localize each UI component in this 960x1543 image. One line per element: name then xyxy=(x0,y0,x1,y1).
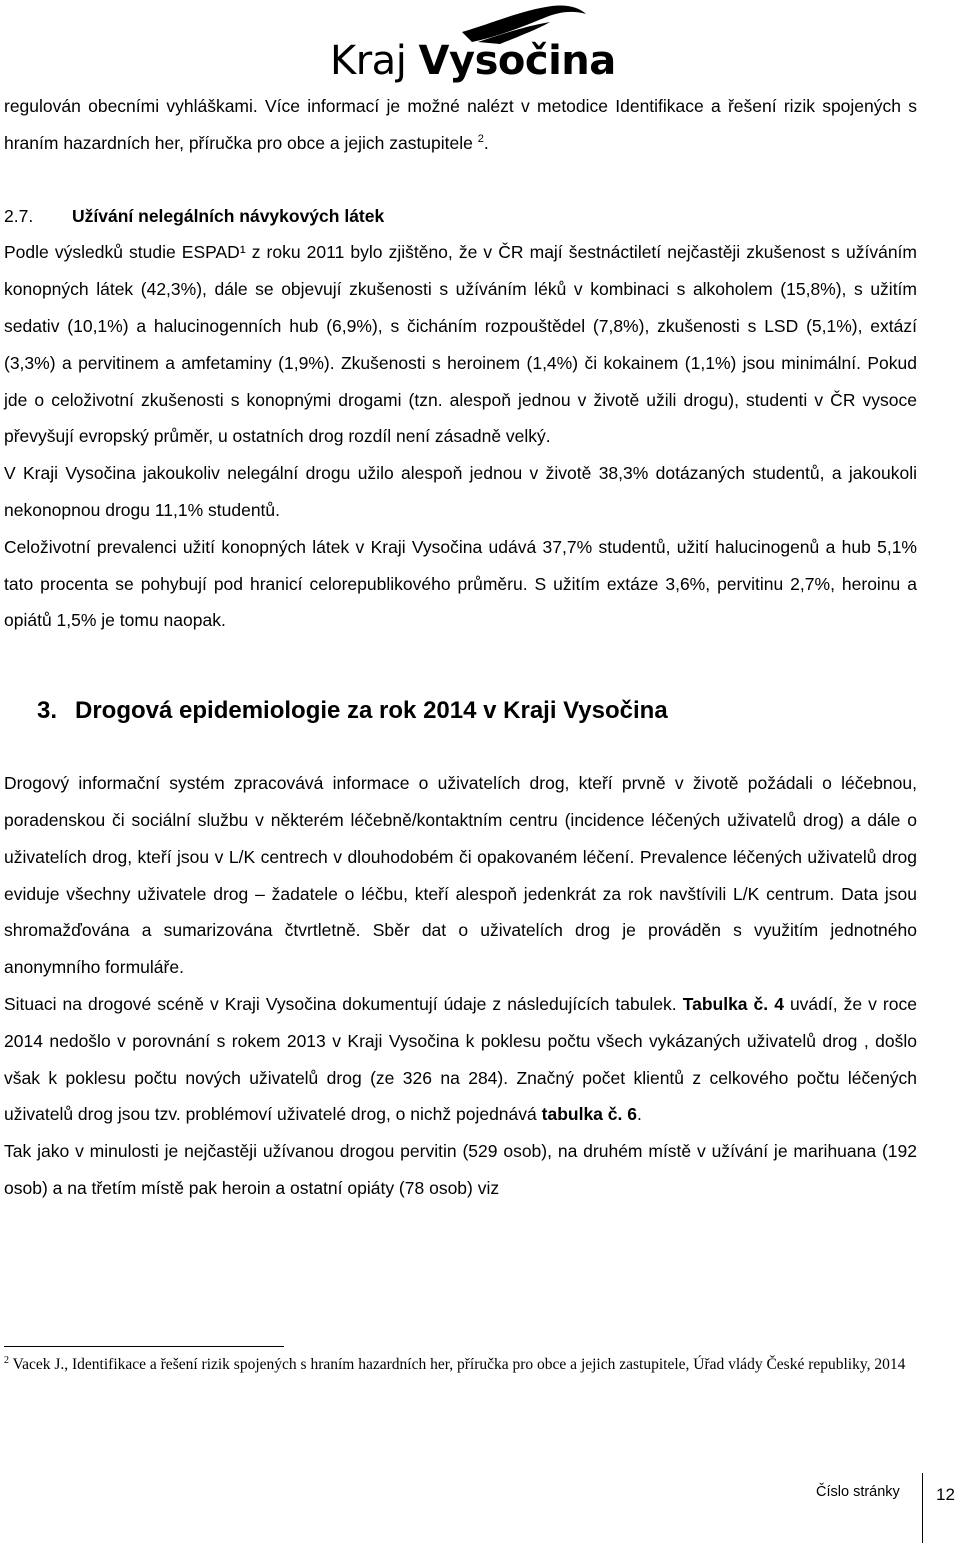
paragraph-tables-body: uvádí, že v roce 2014 nedošlo v porovnání s rokem 2013 v Kraji Vysočina k poklesu počtu všech vykázaných uživatelů drog , došlo však k poklesu počtu nových uživatelů drog (ze 326 na 284). Značný počet klientů z celkového počtu léčených uživatelů drog jsou tzv. problémoví uživatelé drog, o nichž pojednává xyxy=(4,993,917,1125)
paragraph-intro xyxy=(4,88,917,162)
paragraph-vysocina-any-drug: V Kraji Vysočina jakoukoliv nelegální drogu užilo alespoň jednou v životě 38,3% dotázaných studentů, a jakoukoli nekonopnou drogu 11,1% studentů. xyxy=(4,463,917,520)
chapter-number: 3. xyxy=(37,697,58,725)
logo-text xyxy=(330,38,616,84)
section-title: Užívání nelegálních návykových látek xyxy=(72,205,385,226)
page-number-label: Číslo stránky xyxy=(816,1484,900,1500)
logo-kraj: Kraj xyxy=(330,38,407,84)
paragraph-espad: Podle výsledků studie ESPAD¹ z roku 2011 bylo zjištěno, že v ČR mají šestnáctiletí nejčastěji zkušenost s užíváním konopných látek (42,3%), dále se objevují zkušenosti s užíváním léků v kombinaci s alkoholem (15,8%), s užitím sedativ (10,1%) a halucinogenních hub (6,9%), s čicháním rozpouštědel (7,8%), zkušenosti s LSD (5,1%), extází (3,3%) a pervitinem a amfetaminy (1,9%). Zkušenosti s heroinem (1,4%) či kokainem (1,1%) jsou minimální. Pokud jde o celoživotní zkušenosti s konopnými drogami (tzn. alespoň jednou v životě užili drogu), studenti v ČR vysoce převyšují evropský průměr, u ostatních drog rozdíl není zásadně velký. xyxy=(4,242,917,447)
footnote xyxy=(4,1353,914,1377)
document-body xyxy=(4,88,917,1207)
section-number: 2.7. xyxy=(4,205,34,226)
footnote-mark: 2 xyxy=(4,1354,9,1366)
chapter-heading-3 xyxy=(4,691,917,731)
chapter-title: Drogová epidemiologie za rok 2014 v Kraji Vysočina xyxy=(75,697,668,725)
footnote-text: Vacek J., Identifikace a řešení rizik spojených s hraním hazardních her, příručka pro obce a jejich zastupitele, Úřad vlády České republiky, 2014 xyxy=(12,1356,906,1373)
paragraph-tables xyxy=(4,986,917,1133)
paragraph-intro-text: regulován obecními vyhláškami. Více informací je možné nalézt v metodice Identifikace a řešení rizik spojených s hraním hazardních her, příručka pro obce a jejich zastupitele xyxy=(4,96,917,153)
paragraph-information-system: Drogový informační systém zpracovává informace o uživatelích drog, kteří prvně v životě požádali o léčebnou, poradenskou či sociální službu v některém léčebně/kontaktním centru (incidence léčených uživatelů drog) a dále o uživatelích drog, kteří jsou v L/K centrech v dlouhodobém či opakovaném léčení. Prevalence léčených uživatelů drog eviduje všechny uživatele drog – žadatele o léčbu, kteří alespoň jedenkrát za rok navštívili L/K centrum. Data jsou shromažďována a sumarizována čtvrtletně. Sběr dat o uživatelích drog je prováděn s využitím jednotného anonymního formuláře. xyxy=(4,773,917,978)
footnote-ref: 2 xyxy=(477,132,484,145)
footnote-separator xyxy=(4,1346,284,1347)
table-ref-6: tabulka č. 6 xyxy=(541,1104,637,1125)
page-number: 12 xyxy=(936,1485,955,1504)
logo-vysocina: Vysočina xyxy=(418,38,616,84)
section-heading-2-7 xyxy=(4,198,917,235)
table-ref-label: Tabulka č. xyxy=(682,993,769,1014)
paragraph-intro-end: . xyxy=(483,132,489,153)
footer-divider xyxy=(922,1473,923,1543)
paragraph-tables-end: . xyxy=(636,1104,642,1125)
paragraph-most-used-drug: Tak jako v minulosti je nejčastěji užívanou drogou pervitin (529 osob), na druhém místě v užívání je marihuana (192 osob) a na třetím místě pak heroin a ostatní opiáty (78 osob) viz xyxy=(4,1141,917,1198)
kraj-vysocina-logo xyxy=(330,2,616,87)
paragraph-tables-intro: Situaci na drogové scéně v Kraji Vysočina dokumentují údaje z následujících tabulek. xyxy=(4,993,677,1014)
table-ref-number: 4 xyxy=(774,993,784,1014)
paragraph-lifetime-prevalence: Celoživotní prevalenci užití konopných látek v Kraji Vysočina udává 37,7% studentů, užití halucinogenů a hub 5,1% tato procenta se pohybují pod hranicí celorepublikového průměru. S užitím extáze 3,6%, pervitinu 2,7%, heroinu a opiátů 1,5% je tomu naopak. xyxy=(4,536,917,631)
